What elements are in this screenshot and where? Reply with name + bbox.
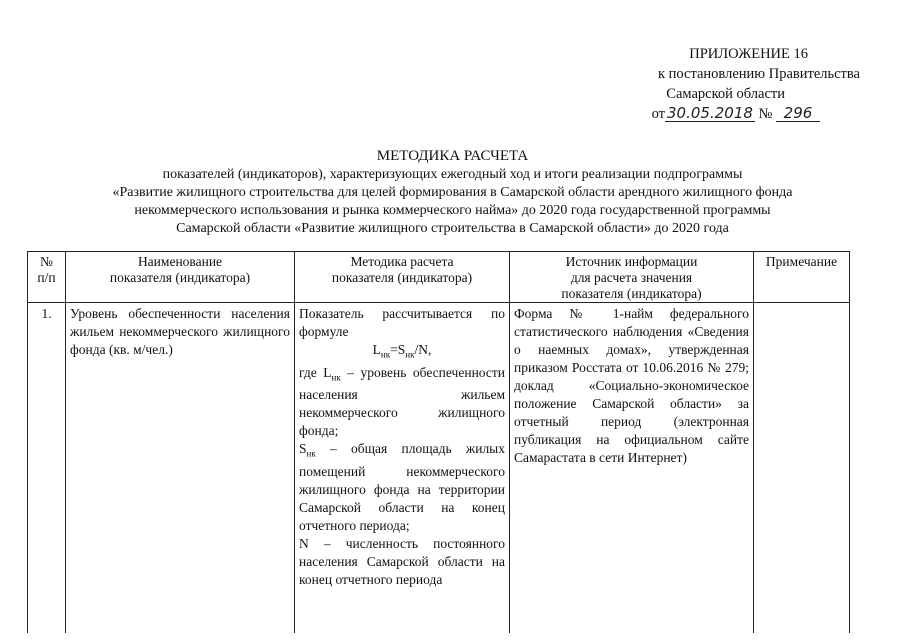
- header-num: № п/п: [28, 252, 66, 303]
- document-subtitle: [50, 166, 855, 238]
- formula: $L_{нк}=S_{нк}/N$,: [372, 342, 432, 360]
- header-source: Источник информации для расчета значения показателя (индикатора): [510, 252, 754, 303]
- date-label: от: [651, 106, 666, 122]
- row-indicator-name: Уровень обеспеченности населения жильем некоммерческого жилищного фонда (кв. м/чел.): [66, 303, 295, 633]
- appendix-block: [560, 44, 860, 124]
- row-source: Форма № 1-найм федерального статистического наблюдения «Сведения о наемных домах», утвержденная приказом Росстата от 10.06.2016 № 279; доклад «Социально-экономическое положение Самарской области» за отчетный период (электронная публикация на официальном сайте Самарастата в сети Интернет): [510, 303, 754, 633]
- row-num: 1.: [28, 303, 66, 633]
- header-name: Наименование показателя (индикатора): [66, 252, 295, 303]
- appendix-title: ПРИЛОЖЕНИЕ 16: [689, 46, 808, 62]
- header-method: Методика расчета показателя (индикатора): [295, 252, 510, 303]
- header-note: Примечание: [754, 252, 850, 303]
- row-note: [754, 303, 850, 633]
- row-method: Показатель рассчитывается по формуле $L_{нк}=S_{нк}/N$, где $L_{нк}$ – уровень обеспеченности населения жильем некоммерческого жилищного фонда; $S_{нк}$ – общая площадь жилых помещений некоммерческого жилищного фонда на территории Самарской области на конец отчетного периода; N – численность постоянного населения Самарской области на конец отчетного периода: [295, 303, 510, 633]
- subtitle-line: Самарской области «Развитие жилищного строительства в Самарской области» до 2020 года: [176, 221, 729, 236]
- subtitle-line: показателей (индикаторов), характеризующих ежегодный ход и итоги реализации подпрограммы: [162, 167, 743, 182]
- handwritten-number: 296: [776, 105, 820, 122]
- appendix-date-line: [560, 104, 860, 124]
- appendix-resolution: к постановлению Правительства: [658, 66, 860, 82]
- table-row: [28, 303, 850, 633]
- document-title: МЕТОДИКА РАСЧЕТА: [376, 148, 529, 164]
- indicators-table: [27, 251, 850, 633]
- appendix-region: Самарской области: [666, 86, 785, 102]
- subtitle-line: «Развитие жилищного строительства для целей формирования в Самарской области арендного жилищного фонда: [112, 185, 793, 200]
- subtitle-line: некоммерческого использования и рынка коммерческого найма» до 2020 года государственной программы: [134, 203, 771, 218]
- number-label: №: [758, 106, 773, 122]
- table-header-row: [28, 252, 850, 303]
- handwritten-date: 30.05.2018: [667, 104, 753, 122]
